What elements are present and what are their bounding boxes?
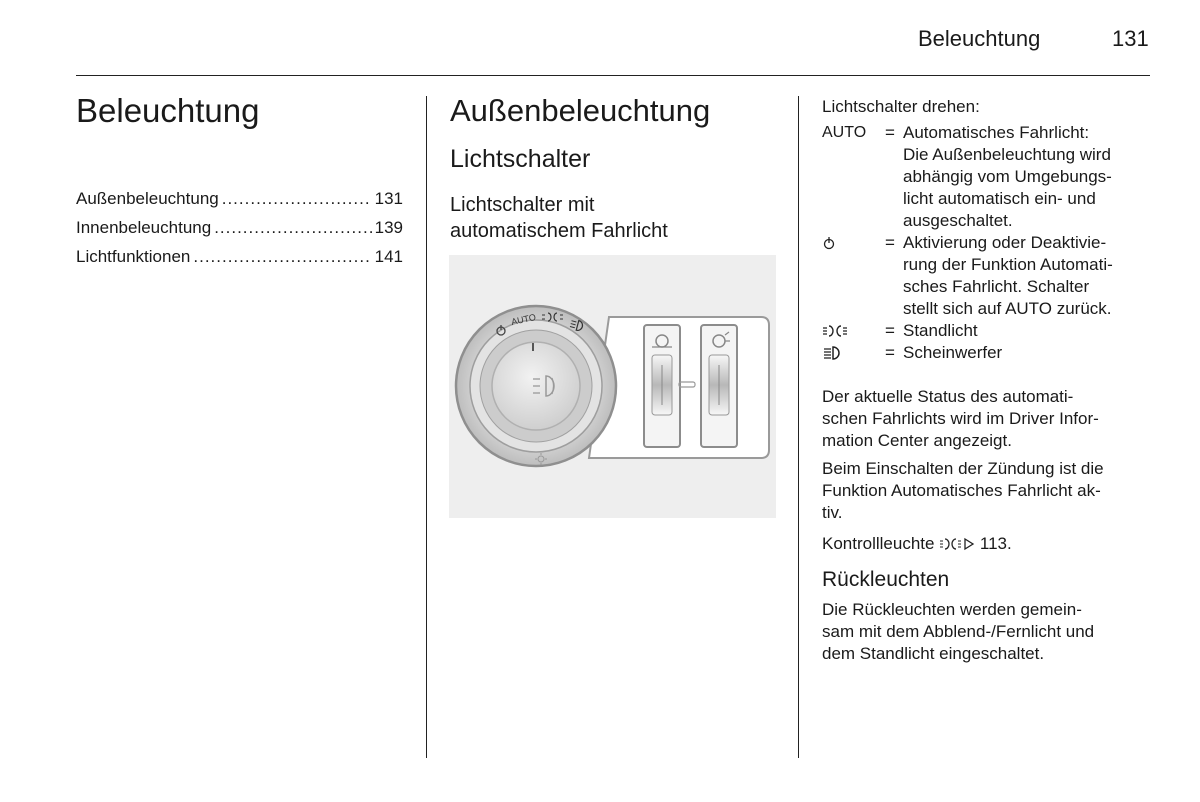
paragraph-line: mation Center angezeigt.: [822, 431, 1012, 450]
definition-line: sches Fahrlicht. Schalter: [903, 277, 1090, 296]
paragraph-line: dem Standlicht eingeschaltet.: [822, 644, 1045, 663]
definition-separator: =: [885, 123, 895, 142]
paragraph-line: sam mit dem Abblend-/Fernlicht und: [822, 622, 1095, 641]
definition-power: [822, 232, 1152, 320]
topic-heading-line: automatischem Fahrlicht: [450, 220, 668, 242]
instrument-dimmer-thumbwheel[interactable]: [701, 325, 737, 447]
table-of-contents: [76, 189, 403, 276]
definition-text: [903, 232, 1152, 320]
toc-entry-page: 141: [374, 247, 403, 266]
topic-heading-line: Lichtschalter mit: [450, 194, 595, 216]
page-reference-arrow-icon[interactable]: [963, 536, 975, 552]
definition-separator: =: [885, 233, 895, 252]
definition-line: [903, 298, 1152, 320]
definition-text: [903, 320, 1152, 342]
header-rule: [76, 75, 1150, 76]
definition-line: Scheinwerfer: [903, 343, 1003, 362]
auto-position-label: AUTO: [510, 312, 537, 327]
column-divider-right: [798, 96, 799, 758]
definition-line: licht automatisch ein- und: [903, 189, 1096, 208]
rear-lights-heading: Rückleuchten: [822, 568, 950, 591]
fog-light-thumbwheel[interactable]: [644, 325, 680, 447]
definition-line: rung der Funktion Automati-: [903, 255, 1113, 274]
page-number: 131: [1112, 26, 1149, 51]
definition-line: Aktivierung oder Deaktivie-: [903, 233, 1107, 252]
rotary-light-switch[interactable]: [456, 306, 616, 466]
toc-entry-label: Innenbeleuchtung: [76, 218, 212, 237]
paragraph-line: Beim Einschalten der Zündung ist die: [822, 459, 1104, 478]
toc-leader: [193, 247, 371, 267]
rear-lights-paragraph: [822, 599, 1152, 665]
paragraph-line: tiv.: [822, 503, 843, 522]
definition-line: ausgeschaltet.: [903, 211, 1013, 230]
subsection-heading: Lichtschalter: [450, 145, 591, 173]
light-switch-illustration: [449, 255, 776, 518]
definition-parking-light: [822, 320, 1152, 342]
toc-entry[interactable]: [76, 218, 403, 247]
indicator-reference-text: Kontrollleuchte: [822, 534, 940, 553]
definition-line-text: stellt sich auf: [903, 299, 1006, 318]
definition-line: Die Außenbeleuchtung wird: [903, 145, 1111, 164]
column-divider-left: [426, 96, 427, 758]
toc-entry-label: Außenbeleuchtung: [76, 189, 219, 208]
paragraph-line: Funktion Automatisches Fahrlicht ak-: [822, 481, 1101, 500]
definition-separator: =: [885, 343, 895, 362]
indicator-reference: [822, 533, 1152, 555]
definition-separator: =: [885, 321, 895, 340]
toc-leader: [214, 218, 371, 238]
power-icon: [822, 232, 872, 254]
parking-light-icon: [822, 320, 872, 342]
running-header-title: Beleuchtung: [918, 26, 1041, 51]
toc-leader: [222, 189, 372, 209]
instruction-intro: Lichtschalter drehen:: [822, 97, 980, 116]
switch-position-definitions: [822, 122, 1152, 364]
paragraph-line: Der aktuelle Status des automati-: [822, 387, 1074, 406]
section-heading: Außenbeleuchtung: [450, 93, 711, 128]
definition-line: abhängig vom Umgebungs-: [903, 167, 1112, 186]
paragraph-line: Die Rückleuchten werden gemein-: [822, 600, 1082, 619]
definition-line-text: zurück.: [1051, 299, 1112, 318]
definition-headlight: [822, 342, 1152, 364]
toc-entry-page: 139: [374, 218, 403, 237]
topic-heading: [450, 192, 770, 244]
status-paragraph: [822, 386, 1152, 452]
definition-term: AUTO: [822, 124, 867, 141]
toc-entry[interactable]: [76, 189, 403, 218]
paragraph-line: schen Fahrlichts wird im Driver Infor-: [822, 409, 1099, 428]
definition-text: [903, 122, 1152, 232]
parking-light-icon: [939, 536, 963, 552]
toc-entry[interactable]: [76, 247, 403, 276]
definition-line: Standlicht: [903, 321, 978, 340]
definition-text: [903, 342, 1152, 364]
ignition-paragraph: [822, 458, 1152, 524]
light-switch-drawing: [449, 255, 776, 518]
indicator-reference-page[interactable]: 113.: [975, 534, 1012, 553]
definition-auto: [822, 122, 1152, 232]
definition-line: Automatisches Fahrlicht:: [903, 123, 1090, 142]
toc-entry-label: Lichtfunktionen: [76, 247, 191, 266]
chapter-title: Beleuchtung: [76, 92, 260, 129]
auto-keyword: AUTO: [1005, 299, 1052, 318]
toc-entry-page: 131: [374, 189, 403, 208]
headlight-icon: [822, 342, 872, 364]
